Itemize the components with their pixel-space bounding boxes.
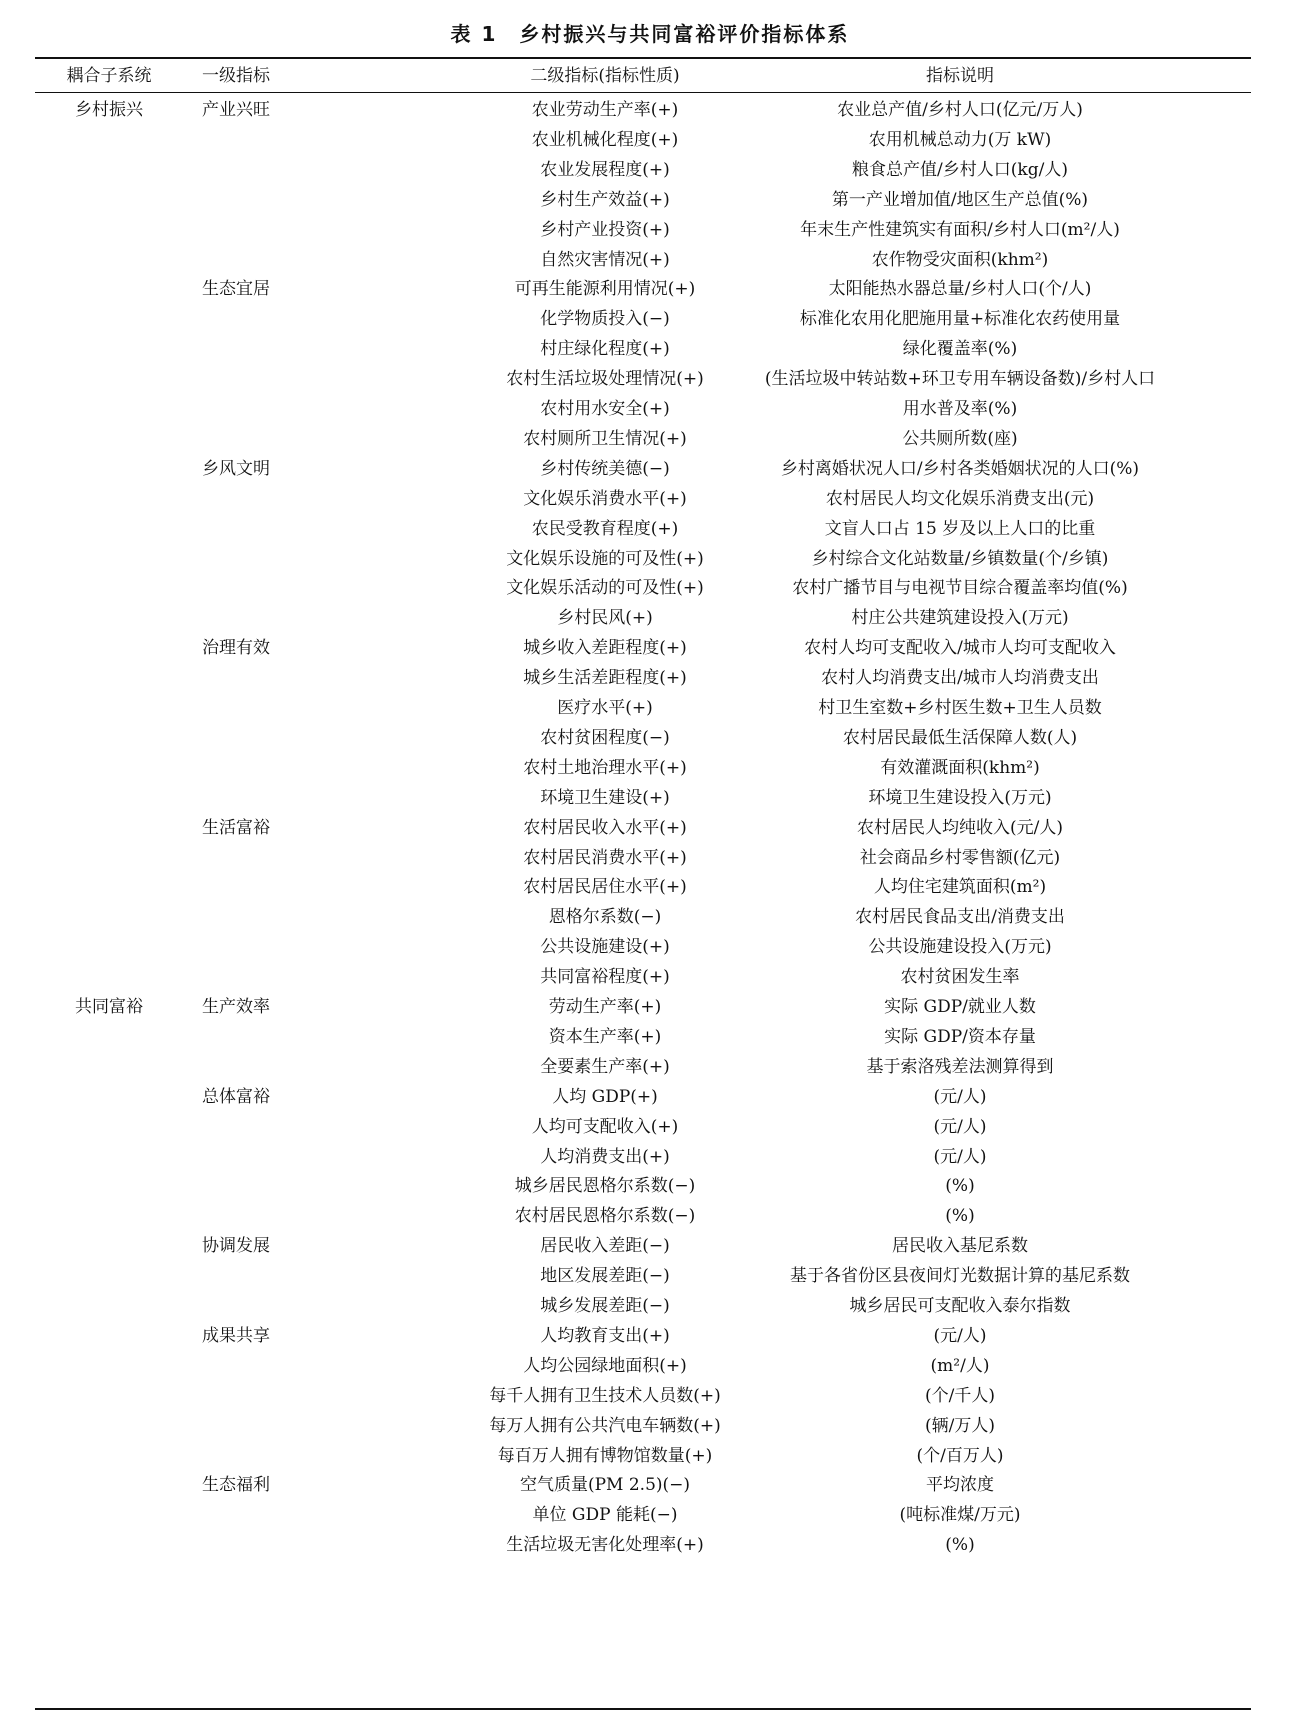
cell-indicator-description: 基于索洛残差法测算得到: [866, 1056, 1054, 1077]
cell-indicator-description: 实际 GDP/资本存量: [884, 1026, 1036, 1047]
table-row: [0, 453, 1300, 485]
cell-secondary-indicator: 公共设施建设(+): [540, 937, 670, 958]
table-title: 表 1 乡村振兴与共同富裕评价指标体系: [450, 22, 850, 46]
cell-indicator-description: 村庄公共建筑建设投入(万元): [851, 608, 1069, 629]
cell-primary-indicator: [160, 303, 312, 335]
cell-indicator-description: 农村居民最低生活保障人数(人): [842, 727, 1078, 748]
cell-indicator-description: (个/千人): [925, 1385, 995, 1406]
cell-indicator-description: (元/人): [933, 1116, 987, 1137]
cell-secondary-indicator: 每千人拥有卫生技术人员数(+): [489, 1385, 721, 1406]
cell-primary-indicator: 成果共享: [202, 1325, 270, 1346]
cell-indicator-description: 标准化农用化肥施用量+标准化农药使用量: [799, 309, 1121, 330]
cell-secondary-indicator: 每百万人拥有博物馆数量(+): [497, 1445, 713, 1466]
cell-indicator-description: (个/百万人): [916, 1445, 1004, 1466]
cell-secondary-indicator: 村庄绿化程度(+): [540, 339, 670, 360]
table-row: [0, 333, 1300, 365]
cell-primary-indicator: [160, 1021, 312, 1053]
cell-primary-indicator: [160, 333, 312, 365]
table-row: [0, 244, 1300, 276]
bottom-rule: [35, 1708, 1251, 1710]
cell-primary-indicator: [160, 513, 312, 545]
cell-primary-indicator: [160, 752, 312, 784]
cell-secondary-indicator: 可再生能源利用情况(+): [514, 279, 696, 300]
table-row: [0, 572, 1300, 604]
cell-indicator-description: 农村贫困发生率: [900, 967, 1020, 988]
table-row: [0, 124, 1300, 156]
cell-secondary-indicator: 人均 GDP(+): [552, 1086, 658, 1107]
header-rule: [35, 92, 1251, 93]
table-row: [0, 842, 1300, 874]
table-row: [0, 602, 1300, 634]
cell-primary-indicator: [160, 572, 312, 604]
cell-secondary-indicator: 农村用水安全(+): [540, 399, 670, 419]
cell-secondary-indicator: 自然灾害情况(+): [540, 249, 670, 270]
cell-primary-indicator: 治理有效: [202, 638, 270, 659]
cell-secondary-indicator: 城乡居民恩格尔系数(−): [514, 1176, 696, 1197]
table-row: [0, 1320, 1300, 1352]
cell-primary-indicator: [160, 1170, 312, 1202]
cell-primary-indicator: [160, 692, 312, 724]
table-row: [0, 1141, 1300, 1173]
table-row: [0, 1260, 1300, 1292]
cell-secondary-indicator: 农村厕所卫生情况(+): [523, 428, 687, 449]
cell-primary-indicator: 产业兴旺: [202, 100, 270, 120]
cell-secondary-indicator: 资本生产率(+): [548, 1026, 662, 1047]
cell-secondary-indicator: 人均公园绿地面积(+): [523, 1355, 687, 1376]
cell-primary-indicator: [160, 602, 312, 634]
cell-secondary-indicator: 空气质量(PM 2.5)(−): [519, 1475, 691, 1496]
table-row: [0, 214, 1300, 246]
cell-indicator-description: 平均浓度: [926, 1475, 994, 1496]
cell-primary-indicator: 生产效率: [202, 997, 270, 1017]
cell-primary-indicator: 协调发展: [202, 1236, 270, 1257]
cell-secondary-indicator: 农村贫困程度(−): [540, 727, 670, 748]
cell-indicator-description: (元/人): [933, 1086, 987, 1107]
cell-indicator-description: (生活垃圾中转站数+环卫专用车辆设备数)/乡村人口: [764, 369, 1156, 390]
cell-primary-indicator: [160, 1410, 312, 1442]
cell-indicator-description: 第一产业增加值/地区生产总值(%): [831, 189, 1089, 210]
cell-secondary-indicator: 城乡生活差距程度(+): [523, 668, 687, 689]
cell-indicator-description: 粮食总产值/乡村人口(kg/人): [852, 159, 1068, 180]
cell-primary-indicator: [160, 363, 312, 395]
table-row: [0, 1051, 1300, 1083]
cell-primary-indicator: [160, 1111, 312, 1143]
cell-indicator-description: (元/人): [933, 1146, 987, 1167]
cell-secondary-indicator: 农业劳动生产率(+): [531, 100, 679, 120]
cell-primary-indicator: [160, 1499, 312, 1531]
table-row: [0, 1529, 1300, 1561]
cell-indicator-description: 农作物受灾面积(khm²): [871, 249, 1049, 270]
table-row: [0, 154, 1300, 186]
cell-secondary-indicator: 全要素生产率(+): [540, 1056, 670, 1077]
cell-indicator-description: 农用机械总动力(万 kW): [868, 129, 1052, 150]
cell-secondary-indicator: 地区发展差距(−): [540, 1266, 670, 1287]
cell-primary-indicator: [160, 184, 312, 216]
cell-secondary-indicator: 农村生活垃圾处理情况(+): [506, 369, 704, 390]
table-row: [0, 662, 1300, 694]
table-row: [0, 931, 1300, 963]
cell-secondary-indicator: 环境卫生建设(+): [540, 787, 670, 808]
cell-indicator-description: 年末生产性建筑实有面积/乡村人口(m²/人): [800, 219, 1120, 240]
table-body: [0, 94, 1300, 1706]
cell-primary-indicator: [160, 423, 312, 455]
cell-secondary-indicator: 农业发展程度(+): [540, 159, 670, 180]
cell-primary-indicator: [160, 124, 312, 156]
cell-primary-indicator: [160, 782, 312, 814]
cell-indicator-description: 基于各省份区县夜间灯光数据计算的基尼系数: [790, 1266, 1130, 1287]
cell-primary-indicator: [160, 662, 312, 694]
cell-indicator-description: 农村人均消费支出/城市人均消费支出: [821, 668, 1099, 689]
cell-indicator-description: 人均住宅建筑面积(m²): [873, 877, 1047, 898]
cell-secondary-indicator: 化学物质投入(−): [540, 309, 670, 330]
table-row: [0, 513, 1300, 545]
cell-subsystem: 乡村振兴: [75, 100, 143, 120]
cell-primary-indicator: [160, 931, 312, 963]
table-row: [0, 722, 1300, 754]
cell-primary-indicator: [160, 1141, 312, 1173]
cell-secondary-indicator: 居民收入差距(−): [540, 1236, 670, 1257]
cell-indicator-description: 公共厕所数(座): [902, 428, 1018, 449]
table-row: [0, 1499, 1300, 1531]
table-row: [0, 1440, 1300, 1472]
cell-secondary-indicator: 农村土地治理水平(+): [523, 757, 687, 778]
cell-indicator-description: 实际 GDP/就业人数: [884, 997, 1036, 1017]
cell-primary-indicator: [160, 1529, 312, 1561]
table-row: [0, 1230, 1300, 1262]
cell-subsystem: 共同富裕: [75, 997, 143, 1017]
header-subsystem: 耦合子系统: [66, 66, 152, 86]
cell-secondary-indicator: 恩格尔系数(−): [548, 907, 662, 928]
cell-primary-indicator: [160, 722, 312, 754]
table-row: [0, 1350, 1300, 1382]
table-row: [0, 393, 1300, 425]
cell-primary-indicator: [160, 961, 312, 993]
table-row: [0, 94, 1300, 126]
cell-indicator-description: (辆/万人): [925, 1415, 995, 1436]
table-row: [0, 1380, 1300, 1412]
cell-indicator-description: (%): [945, 1206, 975, 1227]
table-row: [0, 543, 1300, 575]
cell-primary-indicator: [160, 842, 312, 874]
cell-indicator-description: 环境卫生建设投入(万元): [868, 787, 1052, 808]
cell-secondary-indicator: 文化娱乐设施的可及性(+): [506, 548, 704, 569]
cell-primary-indicator: [160, 543, 312, 575]
cell-secondary-indicator: 文化娱乐活动的可及性(+): [506, 578, 704, 599]
cell-primary-indicator: [160, 1380, 312, 1412]
table-row: [0, 871, 1300, 903]
cell-indicator-description: 绿化覆盖率(%): [902, 339, 1018, 360]
cell-indicator-description: 社会商品乡村零售额(亿元): [859, 847, 1061, 868]
cell-secondary-indicator: 农民受教育程度(+): [531, 518, 679, 539]
cell-primary-indicator: [160, 393, 312, 425]
cell-secondary-indicator: 人均消费支出(+): [540, 1146, 670, 1167]
table-row: [0, 303, 1300, 335]
cell-secondary-indicator: 农村居民恩格尔系数(−): [514, 1206, 696, 1227]
cell-indicator-description: (%): [945, 1535, 975, 1556]
cell-indicator-description: 太阳能热水器总量/乡村人口(个/人): [828, 279, 1092, 300]
cell-indicator-description: 村卫生室数+乡村医生数+卫生人员数: [818, 698, 1102, 718]
cell-primary-indicator: [160, 1440, 312, 1472]
cell-indicator-description: (%): [945, 1176, 975, 1197]
cell-secondary-indicator: 乡村生产效益(+): [540, 189, 670, 210]
cell-secondary-indicator: 生活垃圾无害化处理率(+): [506, 1535, 704, 1556]
cell-primary-indicator: [160, 1350, 312, 1382]
cell-secondary-indicator: 文化娱乐消费水平(+): [523, 488, 687, 509]
table-row: [0, 1469, 1300, 1501]
cell-secondary-indicator: 人均教育支出(+): [540, 1325, 670, 1346]
cell-primary-indicator: 总体富裕: [202, 1086, 270, 1107]
cell-secondary-indicator: 每万人拥有公共汽电车辆数(+): [489, 1415, 721, 1436]
cell-primary-indicator: [160, 901, 312, 933]
table-header-row: [0, 60, 1300, 92]
cell-indicator-description: 农村居民人均文化娱乐消费支出(元): [825, 488, 1095, 509]
cell-secondary-indicator: 城乡收入差距程度(+): [523, 638, 687, 659]
table-row: [0, 752, 1300, 784]
cell-indicator-description: (元/人): [933, 1325, 987, 1346]
cell-indicator-description: 有效灌溉面积(khm²): [880, 757, 1040, 778]
cell-primary-indicator: [160, 214, 312, 246]
table-row: [0, 1111, 1300, 1143]
cell-secondary-indicator: 人均可支配收入(+): [531, 1116, 679, 1137]
cell-indicator-description: 农村居民人均纯收入(元/人): [857, 817, 1063, 838]
cell-secondary-indicator: 劳动生产率(+): [548, 997, 662, 1017]
top-rule: [35, 57, 1251, 59]
table-row: [0, 1410, 1300, 1442]
cell-primary-indicator: 生态宜居: [202, 279, 270, 300]
cell-indicator-description: 居民收入基尼系数: [892, 1236, 1028, 1257]
cell-indicator-description: 城乡居民可支配收入泰尔指数: [849, 1296, 1071, 1316]
cell-primary-indicator: [160, 871, 312, 903]
cell-primary-indicator: 乡风文明: [202, 458, 270, 479]
cell-primary-indicator: 生活富裕: [202, 817, 270, 838]
cell-indicator-description: 文盲人口占 15 岁及以上人口的比重: [824, 518, 1096, 539]
table-row: [0, 1021, 1300, 1053]
table-row: [0, 692, 1300, 724]
cell-indicator-description: 公共设施建设投入(万元): [868, 937, 1052, 958]
cell-primary-indicator: [160, 1290, 312, 1322]
cell-primary-indicator: [160, 154, 312, 186]
cell-secondary-indicator: 乡村传统美德(−): [540, 458, 670, 479]
cell-indicator-description: 农村居民食品支出/消费支出: [855, 907, 1065, 928]
cell-indicator-description: 用水普及率(%): [902, 399, 1018, 419]
header-secondary-indicator: 二级指标(指标性质): [530, 66, 680, 86]
cell-secondary-indicator: 乡村民风(+): [557, 608, 653, 629]
cell-primary-indicator: [160, 1200, 312, 1232]
cell-indicator-description: 农村人均可支配收入/城市人均可支配收入: [804, 638, 1116, 659]
table-row: [0, 423, 1300, 455]
table-row: [0, 1290, 1300, 1322]
cell-secondary-indicator: 城乡发展差距(−): [540, 1296, 670, 1316]
cell-primary-indicator: [160, 244, 312, 276]
table-row: [0, 812, 1300, 844]
cell-secondary-indicator: 单位 GDP 能耗(−): [532, 1505, 678, 1526]
cell-indicator-description: 乡村离婚状况人口/乡村各类婚姻状况的人口(%): [780, 458, 1140, 479]
table-row: [0, 782, 1300, 814]
cell-primary-indicator: [160, 1051, 312, 1083]
table-row: [0, 273, 1300, 305]
cell-secondary-indicator: 医疗水平(+): [557, 698, 653, 718]
cell-indicator-description: 乡村综合文化站数量/乡镇数量(个/乡镇): [811, 548, 1109, 569]
cell-primary-indicator: [160, 483, 312, 515]
cell-secondary-indicator: 农业机械化程度(+): [531, 129, 679, 150]
cell-indicator-description: 农业总产值/乡村人口(亿元/万人): [837, 100, 1083, 120]
table-row: [0, 1170, 1300, 1202]
cell-secondary-indicator: 农村居民居住水平(+): [523, 877, 687, 898]
table-row: [0, 632, 1300, 664]
cell-secondary-indicator: 农村居民收入水平(+): [523, 817, 687, 838]
header-indicator-description: 指标说明: [926, 66, 994, 86]
table-row: [0, 901, 1300, 933]
cell-indicator-description: 农村广播节目与电视节目综合覆盖率均值(%): [792, 578, 1128, 599]
table-row: [0, 363, 1300, 395]
table-row: [0, 1081, 1300, 1113]
table-row: [0, 1200, 1300, 1232]
cell-primary-indicator: [160, 1260, 312, 1292]
cell-primary-indicator: 生态福利: [202, 1475, 270, 1496]
table-row: [0, 961, 1300, 993]
cell-secondary-indicator: 共同富裕程度(+): [540, 967, 670, 988]
table-row: [0, 483, 1300, 515]
cell-secondary-indicator: 乡村产业投资(+): [540, 219, 670, 240]
cell-indicator-description: (吨标准煤/万元): [899, 1505, 1021, 1526]
header-primary-indicator: 一级指标: [202, 66, 270, 86]
table-row: [0, 184, 1300, 216]
table-row: [0, 991, 1300, 1023]
cell-indicator-description: (m²/人): [930, 1355, 990, 1376]
cell-secondary-indicator: 农村居民消费水平(+): [523, 847, 687, 868]
